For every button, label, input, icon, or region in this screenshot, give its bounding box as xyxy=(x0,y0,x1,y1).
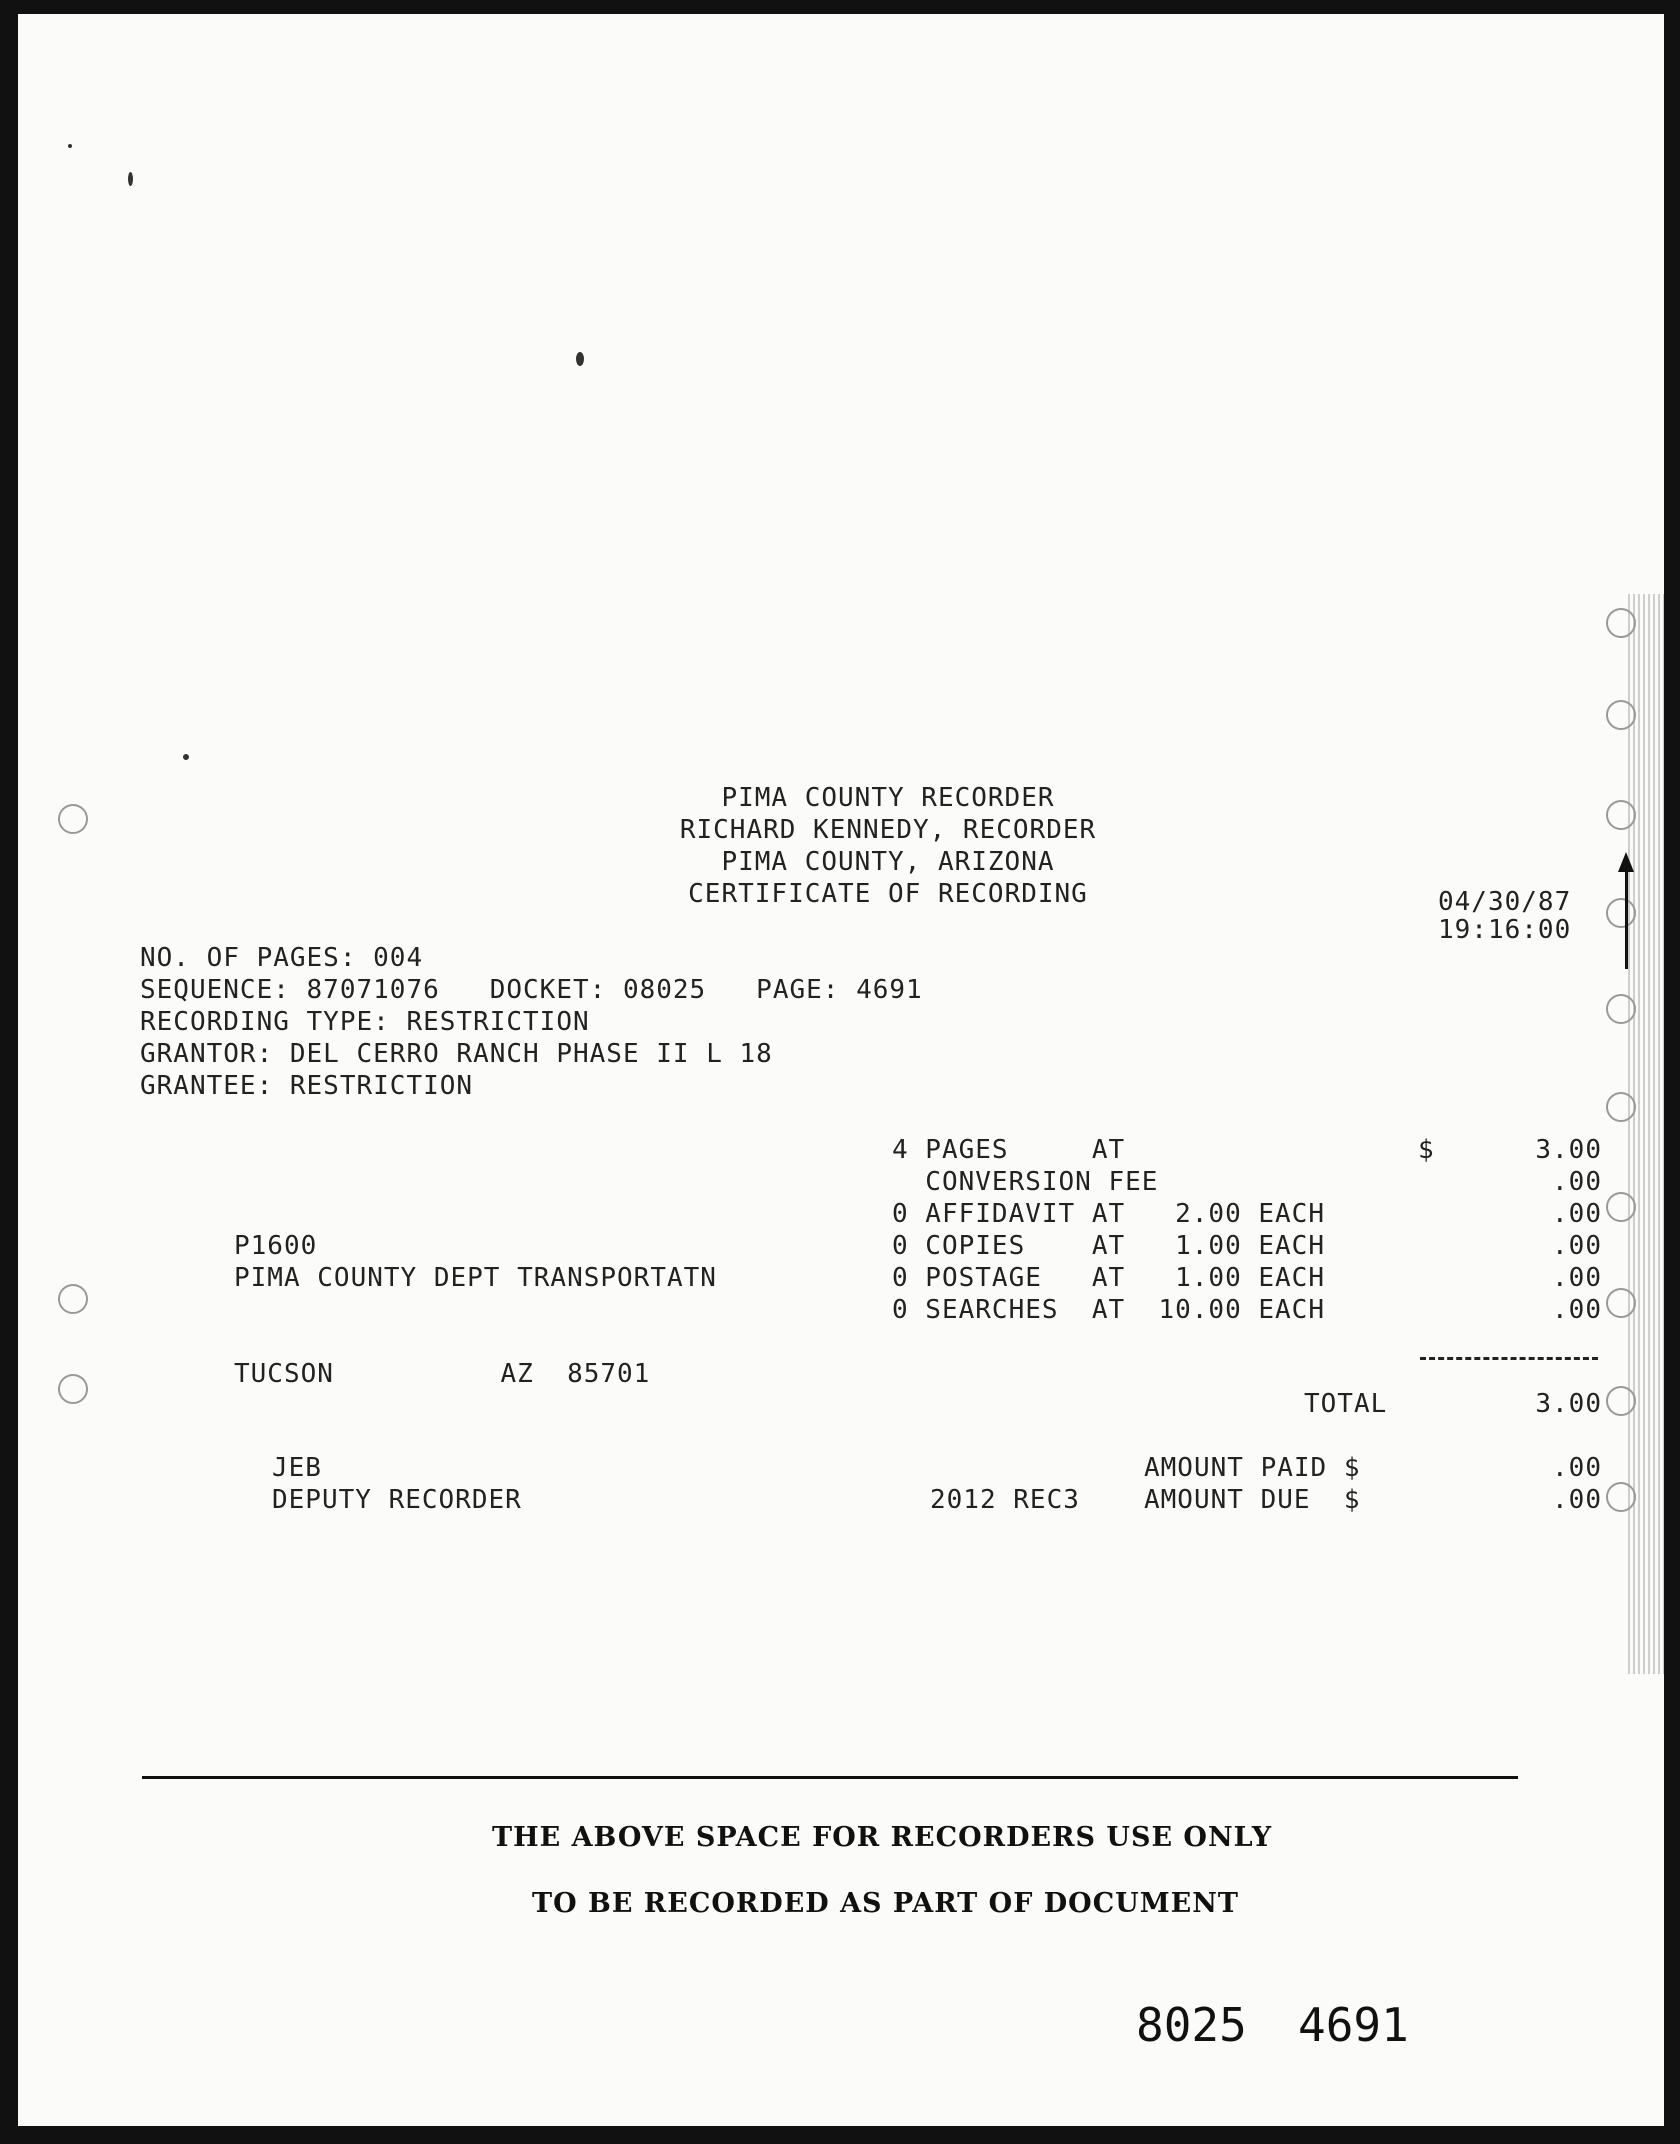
punch-hole xyxy=(1606,1288,1636,1318)
scan-edge-artifact xyxy=(1628,594,1664,1674)
header-line-2: RICHARD KENNEDY, RECORDER xyxy=(679,815,1097,845)
punch-hole xyxy=(58,1374,88,1404)
recorder-use-notice: THE ABOVE SPACE FOR RECORDERS USE ONLY xyxy=(492,1822,1273,1853)
fee-amount: 3.00 xyxy=(1535,1135,1602,1165)
fee-label: 0 POSTAGE AT 1.00 EACH xyxy=(892,1263,1325,1293)
record-as-part-notice: TO BE RECORDED AS PART OF DOCUMENT xyxy=(532,1888,1239,1919)
fee-amount: .00 xyxy=(1552,1199,1602,1229)
amount-due-label: AMOUNT DUE $ xyxy=(1144,1485,1361,1515)
page-count: NO. OF PAGES: 004 xyxy=(140,943,424,973)
account-name: PIMA COUNTY DEPT TRANSPORTATN xyxy=(234,1263,717,1293)
punch-hole xyxy=(1606,700,1636,730)
fee-amount: .00 xyxy=(1552,1231,1602,1261)
total-label: TOTAL xyxy=(1304,1389,1388,1419)
header-line-1: PIMA COUNTY RECORDER xyxy=(721,783,1055,813)
header-line-4: CERTIFICATE OF RECORDING xyxy=(688,879,1088,909)
amount-paid: .00 xyxy=(1552,1453,1602,1483)
amount-due: .00 xyxy=(1552,1485,1602,1515)
punch-hole xyxy=(1606,1482,1636,1512)
punch-hole xyxy=(1606,1192,1636,1222)
total-amount: 3.00 xyxy=(1535,1389,1602,1419)
docket-number: 8025 xyxy=(1136,1998,1247,2052)
station-code: 2012 REC3 xyxy=(930,1485,1080,1515)
document-page xyxy=(18,14,1664,2126)
speck xyxy=(128,172,133,186)
grantor: GRANTOR: DEL CERRO RANCH PHASE II L 18 xyxy=(140,1039,773,1069)
arrow-line xyxy=(1625,869,1628,969)
punch-hole xyxy=(58,1284,88,1314)
fee-label: 0 AFFIDAVIT AT 2.00 EACH xyxy=(892,1199,1325,1229)
page-number: 4691 xyxy=(1298,1998,1409,2052)
account-code: P1600 xyxy=(234,1231,318,1261)
fee-label: CONVERSION FEE xyxy=(892,1167,1159,1197)
speck xyxy=(68,144,72,148)
speck xyxy=(576,352,584,366)
fee-label: 0 COPIES AT 1.00 EACH xyxy=(892,1231,1325,1261)
speck xyxy=(183,754,189,760)
divider-line xyxy=(142,1776,1518,1779)
city-state-zip: TUCSON AZ 85701 xyxy=(234,1359,651,1389)
punch-hole xyxy=(1606,1386,1636,1416)
recording-type: RECORDING TYPE: RESTRICTION xyxy=(140,1007,590,1037)
record-time: 19:16:00 xyxy=(1438,915,1572,945)
amount-paid-label: AMOUNT PAID $ xyxy=(1144,1453,1361,1483)
fee-amount: .00 xyxy=(1552,1295,1602,1325)
header-line-3: PIMA COUNTY, ARIZONA xyxy=(721,847,1055,877)
record-date: 04/30/87 xyxy=(1438,887,1572,917)
fee-amount: .00 xyxy=(1552,1263,1602,1293)
punch-hole xyxy=(1606,1092,1636,1122)
clerk-title: DEPUTY RECORDER xyxy=(272,1485,522,1515)
punch-hole xyxy=(1606,994,1636,1024)
clerk-initials: JEB xyxy=(272,1453,322,1483)
fee-label: 0 SEARCHES AT 10.00 EACH xyxy=(892,1295,1325,1325)
fee-label: 4 PAGES AT xyxy=(892,1135,1126,1165)
fee-currency: $ xyxy=(1418,1135,1435,1165)
total-rule xyxy=(1420,1357,1598,1360)
sequence-docket-page: SEQUENCE: 87071076 DOCKET: 08025 PAGE: 4691 xyxy=(140,975,923,1005)
punch-hole xyxy=(1606,608,1636,638)
fee-amount: .00 xyxy=(1552,1167,1602,1197)
grantee: GRANTEE: RESTRICTION xyxy=(140,1071,474,1101)
